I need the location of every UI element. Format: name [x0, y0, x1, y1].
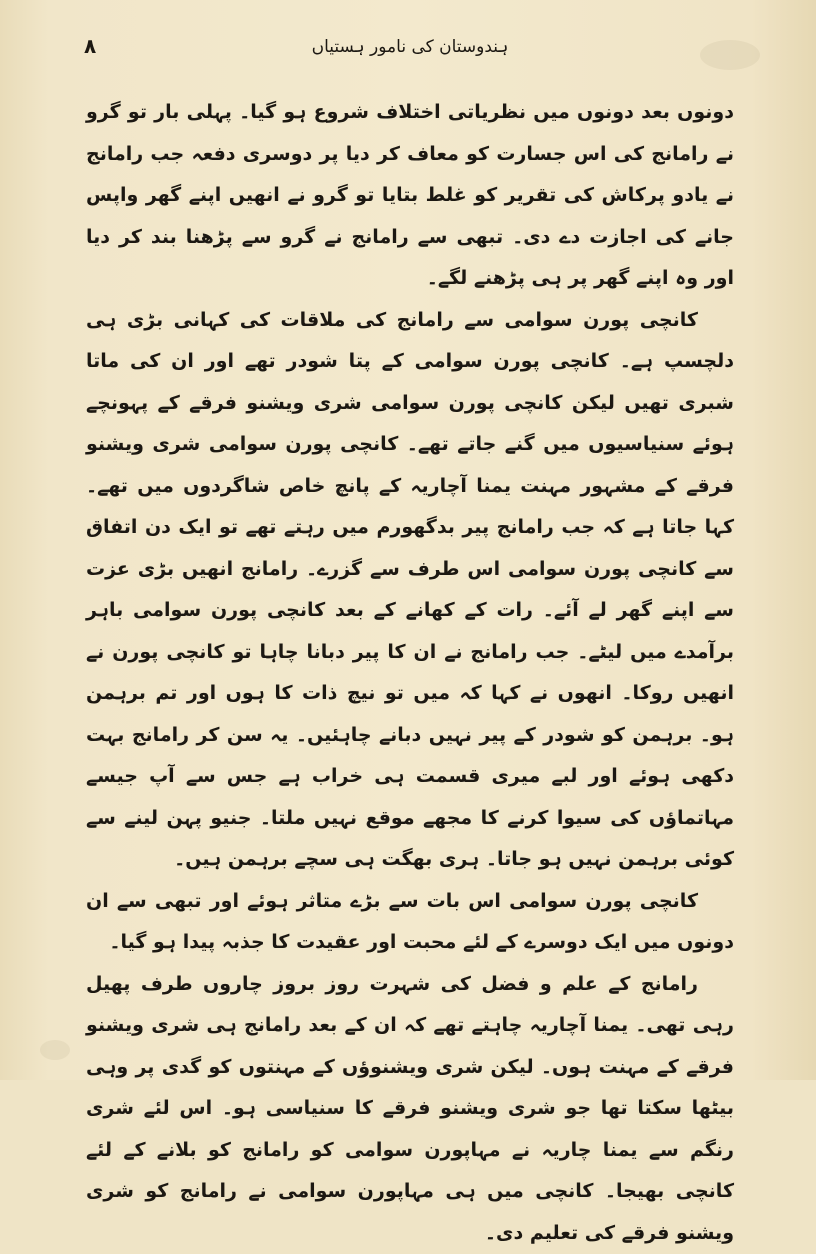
page-number: ۸ — [84, 34, 96, 58]
paragraph: کانچی پورن سوامی اس بات سے بڑے متاثر ہوئے اور تبھی سے ان دونوں میں ایک دوسرے کے لئے محبت اور عقیدت کا جذبہ پیدا ہو گیا۔ — [86, 881, 734, 964]
page-header — [0, 28, 816, 68]
paragraph: رامانج کے علم و فضل کی شہرت روز بروز چاروں طرف پھیل رہی تھی۔ یمنا آچاریہ چاہتے تھے کہ ان کے بعد رامانج ہی شری ویشنو فرقے کے مہنت ہوں۔ لیکن شری ویشنوؤں کے مہنتوں کو گدی پر وہی بیٹھا سکتا تھا جو شری ویشنو فرقے کا سنیاسی ہو۔ اس لئے شری رنگم سے یمنا چاریہ نے مہاپورن سوامی کو رامانج کو بلانے کے لئے کانچی بھیجا۔ کانچی میں ہی مہاپورن سوامی نے رامانج کو شری ویشنو فرقے کی تعلیم دی۔ — [86, 964, 734, 1254]
paragraph: دونوں بعد دونوں میں نظریاتی اختلاف شروع ہو گیا۔ پہلی بار تو گرو نے رامانج کی اس جسارت کو معاف کر دیا پر دوسری دفعہ جب رامانج نے یادو پرکاش کی تقریر کو غلط بتایا تو گرو نے انھیں اپنے گھر واپس جانے کی اجازت دے دی۔ تبھی سے رامانج نے گرو سے پڑھنا بند کر دیا اور وہ اپنے گھر پر ہی پڑھنے لگے۔ — [86, 92, 734, 300]
paper-stain — [40, 1040, 70, 1060]
paragraph: کانچی پورن سوامی سے رامانج کی ملاقات کی کہانی بڑی ہی دلچسپ ہے۔ کانچی پورن سوامی کے پتا شودر تھے اور ان کی ماتا شبری تھیں لیکن کانچی پورن سوامی شری ویشنو فرقے کے پہونچے ہوئے سنیاسیوں میں گنے جاتے تھے۔ کانچی پورن سوامی شری ویشنو فرقے کے مشہور مہنت یمنا آچاریہ کے پانچ خاص شاگردوں میں تھے۔ کہا جاتا ہے کہ جب رامانج پیر بدگھورم میں رہتے تھے تو ایک دن اتفاق سے کانچی پورن سوامی اس طرف سے گزرے۔ رامانج انھیں بڑی عزت سے اپنے گھر لے آئے۔ رات کے کھانے کے بعد کانچی پورن سوامی باہر برآمدے میں لیٹے۔ جب رامانج نے ان کا پیر دبانا چاہا تو کانچی پورن نے انھیں روکا۔ انھوں نے کہا کہ میں تو نیچ ذات کا ہوں اور تم برہمن ہو۔ برہمن کو شودر کے پیر نہیں دبانے چاہئیں۔ یہ سن کر رامانج بہت دکھی ہوئے اور لبے میری قسمت ہی خراب ہے جس سے آپ جیسے مہاتماؤں کی سیوا کرنے کا مجھے موقع نہیں ملتا۔ جنیو پہن لینے سے کوئی برہمن نہیں ہو جاتا۔ ہری بھگت ہی سچے برہمن ہیں۔ — [86, 300, 734, 881]
page-body — [86, 92, 734, 1254]
running-title: ہندوستان کی نامور ہستیاں — [260, 36, 560, 57]
